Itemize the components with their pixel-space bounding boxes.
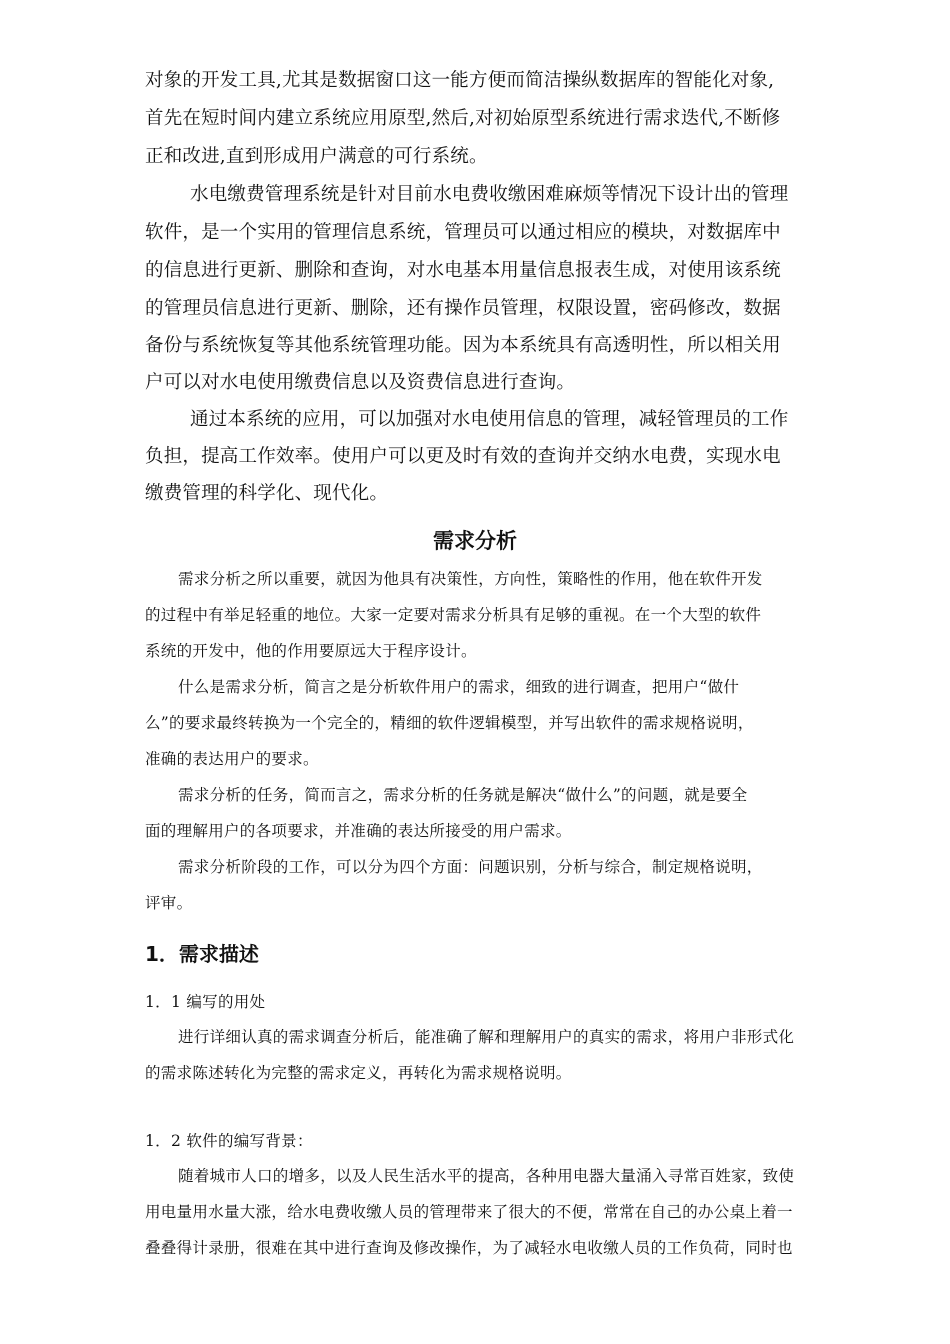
intro-p3-line-3: 缴费管理的科学化、现代化。 [145,483,389,504]
analysis-p2-line-3: 准确的表达用户的要求。 [145,750,319,768]
intro-p1-line-2: 首先在短时间内建立系统应用原型,然后,对初始原型系统进行需求迭代,不断修 [145,108,781,129]
intro-p2-line-2: 软件，是一个实用的管理信息系统，管理员可以通过相应的模块，对数据库中 [145,222,781,243]
analysis-p3-line-1: 需求分析的任务，简而言之，需求分析的任务就是解决“做什么”的问题，就是要全 [178,786,748,804]
intro-p2-line-3: 的信息进行更新、删除和查询，对水电基本用量信息报表生成，对使用该系统 [145,260,781,281]
analysis-p2-line-1: 什么是需求分析，简言之是分析软件用户的需求，细致的进行调查，把用户“做什 [178,678,740,696]
analysis-p4-line-2: 评审。 [145,894,193,912]
analysis-p2-line-2: 么”的要求最终转换为一个完全的，精细的软件逻辑模型，并写出软件的需求规格说明， [145,714,754,732]
intro-p2-line-5: 备份与系统恢复等其他系统管理功能。因为本系统具有高透明性，所以相关用 [145,335,781,356]
s11-line-2: 的需求陈述转化为完整的需求定义，再转化为需求规格说明。 [145,1064,572,1082]
s12-line-3: 叠叠得计录册，很难在其中进行查询及修改操作，为了减轻水电收缴人员的工作负荷，同时也 [145,1239,793,1257]
s11-line-1: 进行详细认真的需求调查分析后，能准确了解和理解用户的真实的需求，将用户非形式化 [178,1028,795,1046]
analysis-p1-line-3: 系统的开发中，他的作用要原远大于程序设计。 [145,642,477,660]
analysis-p3-line-2: 面的理解用户的各项要求，并准确的表达所接受的用户需求。 [145,822,572,840]
s11-title: 1．1 编写的用处 [145,993,266,1011]
analysis-title: 需求分析 [433,529,517,553]
section1-title: 1．需求描述 [145,942,259,966]
analysis-p4-line-1: 需求分析阶段的工作，可以分为四个方面：问题识别，分析与综合，制定规格说明， [178,858,763,876]
intro-p3-line-2: 负担，提高工作效率。使用户可以更及时有效的查询并交纳水电费，实现水电 [145,446,781,467]
intro-p1-line-3: 正和改进,直到形成用户满意的可行系统。 [145,146,488,167]
s12-line-2: 用电量用水量大涨，给水电费收缴人员的管理带来了很大的不便，常常在自己的办公桌上着一 [145,1203,793,1221]
intro-p2-line-1: 水电缴费管理系统是针对目前水电费收缴困难麻烦等情况下设计出的管理 [190,184,789,205]
s12-title: 1．2 软件的编写背景： [145,1132,313,1150]
intro-p1-line-1: 对象的开发工具,尤其是数据窗口这一能方便而简洁操纵数据库的智能化对象, [145,70,775,91]
s12-line-1: 随着城市人口的增多，以及人民生活水平的提高，各种用电器大量涌入寻常百姓家，致使 [178,1167,795,1185]
intro-p2-line-6: 户可以对水电使用缴费信息以及资费信息进行查询。 [145,372,576,393]
analysis-p1-line-1: 需求分析之所以重要，就因为他具有决策性，方向性，策略性的作用，他在软件开发 [178,570,763,588]
intro-p2-line-4: 的管理员信息进行更新、删除，还有操作员管理，权限设置，密码修改，数据 [145,298,781,319]
intro-p3-line-1: 通过本系统的应用，可以加强对水电使用信息的管理，减轻管理员的工作 [190,409,789,430]
analysis-p1-line-2: 的过程中有举足轻重的地位。大家一定要对需求分析具有足够的重视。在一个大型的软件 [145,606,762,624]
